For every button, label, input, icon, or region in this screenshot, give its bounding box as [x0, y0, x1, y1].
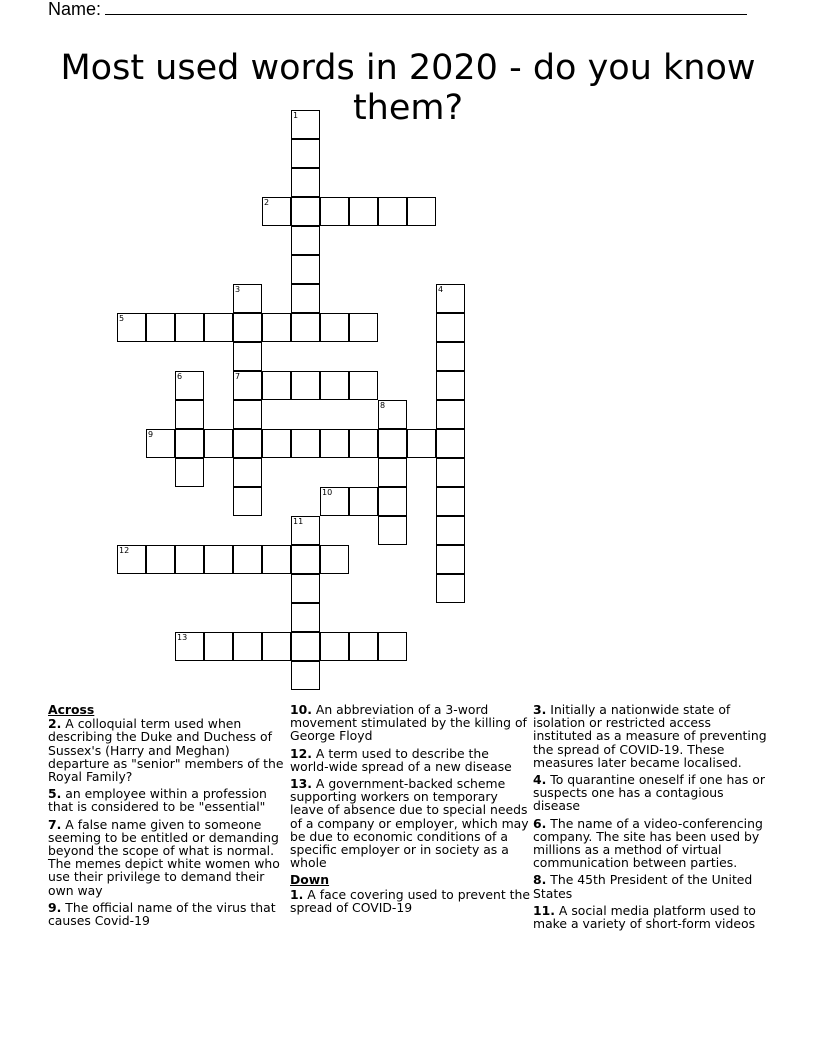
clue-number: 3 — [235, 285, 241, 294]
grid-cell[interactable] — [407, 197, 436, 226]
grid-cell[interactable] — [233, 342, 262, 371]
clues-column-2 — [290, 703, 530, 918]
grid-cell[interactable] — [233, 487, 262, 516]
clue-number: 11. — [533, 902, 555, 918]
clue-text: A face covering used to prevent the spread of COVID-19 — [290, 886, 530, 915]
name-field[interactable] — [48, 0, 747, 20]
across-clue — [290, 703, 530, 743]
down-clue — [533, 873, 773, 899]
grid-cell[interactable] — [204, 632, 233, 661]
clue-number: 2. — [48, 716, 62, 732]
grid-cell[interactable] — [291, 313, 320, 342]
grid-cell[interactable] — [175, 632, 204, 661]
grid-cell[interactable] — [262, 371, 291, 400]
grid-cell[interactable] — [320, 313, 349, 342]
grid-cell[interactable] — [262, 545, 291, 574]
grid-cell[interactable] — [175, 400, 204, 429]
grid-cell[interactable] — [320, 371, 349, 400]
across-clue — [48, 787, 288, 813]
grid-cell[interactable] — [378, 516, 407, 545]
grid-cell[interactable] — [378, 487, 407, 516]
clue-number: 7 — [235, 372, 241, 381]
clue-text: A false name given to someone seeming to be entitled or demanding beyond the scope of what is normal. The memes depict white women who use their privilege to demand their own way — [48, 816, 280, 898]
clue-number: 11 — [293, 517, 304, 526]
grid-cell[interactable] — [291, 168, 320, 197]
clue-text: The 45th President of the United States — [533, 872, 753, 901]
grid-cell[interactable] — [233, 371, 262, 400]
grid-cell[interactable] — [291, 429, 320, 458]
clue-number: 9 — [148, 430, 154, 439]
clue-number: 10. — [290, 702, 312, 717]
grid-cell[interactable] — [320, 545, 349, 574]
grid-cell[interactable] — [233, 458, 262, 487]
across-clue — [290, 747, 530, 773]
clue-text: The official name of the virus that causes Covid-19 — [48, 899, 276, 929]
clues-column-3 — [533, 703, 773, 934]
clue-number: 2 — [264, 198, 270, 207]
grid-cell[interactable] — [262, 313, 291, 342]
grid-cell[interactable] — [291, 110, 320, 139]
clue-text: A government-backed scheme supporting workers on temporary leave of absence due to special needs of a company or employer, which may be due to economic conditions of a specific employer or in society as a whole — [290, 776, 529, 871]
grid-cell[interactable] — [436, 516, 465, 545]
grid-cell[interactable] — [233, 429, 262, 458]
grid-cell[interactable] — [436, 458, 465, 487]
grid-cell[interactable] — [262, 197, 291, 226]
grid-cell[interactable] — [175, 371, 204, 400]
grid-cell[interactable] — [291, 574, 320, 603]
clue-number: 4 — [438, 285, 444, 294]
grid-cell[interactable] — [233, 632, 262, 661]
clue-number: 1. — [290, 886, 304, 902]
clue-text: Initially a nationwide state of isolation or restricted access instituted as a measure of preventing the spread of COVID-19. These measures later became localised. — [533, 702, 767, 770]
clue-number: 6. — [533, 815, 547, 831]
clue-text: A colloquial term used when describing the Duke and Duchess of Sussex's (Harry and Meghan) departure as "senior" members of the Royal Family? — [48, 716, 284, 785]
grid-cell[interactable] — [378, 197, 407, 226]
clue-text: The name of a video-conferencing company. The site has been used by millions as a method of virtual communication between parties. — [533, 815, 763, 871]
grid-cell[interactable] — [175, 429, 204, 458]
grid-cell[interactable] — [291, 545, 320, 574]
clue-number: 10 — [322, 488, 333, 497]
clue-number: 4. — [533, 772, 547, 788]
clue-number: 5 — [119, 314, 125, 323]
grid-cell[interactable] — [291, 603, 320, 632]
grid-cell[interactable] — [175, 313, 204, 342]
grid-cell[interactable] — [378, 458, 407, 487]
clue-text: A term used to describe the world-wide spread of a new disease — [290, 745, 512, 774]
clue-number: 1 — [293, 111, 299, 120]
grid-cell[interactable] — [349, 371, 378, 400]
grid-cell[interactable] — [291, 139, 320, 168]
clues-column-1 — [48, 703, 288, 931]
grid-cell[interactable] — [117, 545, 146, 574]
grid-cell[interactable] — [291, 226, 320, 255]
down-clue — [533, 703, 773, 769]
clue-number: 6 — [177, 372, 183, 381]
grid-cell[interactable] — [378, 400, 407, 429]
down-clue — [533, 904, 773, 930]
grid-cell[interactable] — [436, 429, 465, 458]
grid-cell[interactable] — [262, 429, 291, 458]
grid-cell[interactable] — [291, 255, 320, 284]
grid-cell[interactable] — [291, 197, 320, 226]
grid-cell[interactable] — [175, 458, 204, 487]
name-blank-line[interactable] — [105, 0, 747, 15]
clue-text: An abbreviation of a 3-word movement stimulated by the killing of George Floyd — [290, 702, 527, 744]
down-heading: Down — [290, 872, 330, 888]
name-label: Name: — [48, 0, 102, 19]
grid-cell[interactable] — [291, 516, 320, 545]
grid-cell[interactable] — [349, 197, 378, 226]
clue-number: 9. — [48, 899, 62, 915]
grid-cell[interactable] — [407, 429, 436, 458]
grid-cell[interactable] — [436, 574, 465, 603]
clue-number: 12 — [119, 546, 130, 555]
across-heading: Across — [48, 702, 95, 717]
across-clue — [48, 901, 288, 927]
grid-cell[interactable] — [320, 197, 349, 226]
clue-number: 8 — [380, 401, 386, 410]
page-title: Most used words in 2020 - do you know them? — [60, 48, 756, 128]
grid-cell[interactable] — [233, 545, 262, 574]
across-clue — [48, 818, 288, 897]
grid-cell[interactable] — [436, 371, 465, 400]
grid-cell[interactable] — [291, 632, 320, 661]
clue-text: A social media platform used to make a variety of short-form videos — [533, 902, 756, 932]
grid-cell[interactable] — [146, 429, 175, 458]
grid-cell[interactable] — [436, 342, 465, 371]
grid-cell[interactable] — [349, 487, 378, 516]
grid-cell[interactable] — [436, 313, 465, 342]
grid-cell[interactable] — [436, 487, 465, 516]
grid-cell[interactable] — [204, 545, 233, 574]
down-clue — [533, 773, 773, 813]
grid-cell[interactable] — [378, 429, 407, 458]
grid-cell[interactable] — [436, 284, 465, 313]
grid-cell[interactable] — [320, 487, 349, 516]
grid-cell[interactable] — [233, 400, 262, 429]
grid-cell[interactable] — [349, 429, 378, 458]
grid-cell[interactable] — [233, 284, 262, 313]
grid-cell[interactable] — [146, 545, 175, 574]
grid-cell[interactable] — [436, 400, 465, 429]
clue-number: 12. — [290, 745, 312, 761]
grid-cell[interactable] — [349, 632, 378, 661]
grid-cell[interactable] — [175, 545, 204, 574]
clue-number: 7. — [48, 816, 62, 832]
clue-number: 5. — [48, 786, 62, 802]
clue-number: 13. — [290, 776, 312, 792]
clue-text: an employee within a profession that is considered to be "essential" — [48, 786, 267, 815]
across-clue — [290, 777, 530, 869]
grid-cell[interactable] — [204, 429, 233, 458]
down-clue — [290, 888, 530, 914]
grid-cell[interactable] — [320, 429, 349, 458]
grid-cell[interactable] — [320, 632, 349, 661]
grid-cell[interactable] — [291, 371, 320, 400]
clue-number: 8. — [533, 872, 547, 888]
across-clue — [48, 717, 288, 783]
grid-cell[interactable] — [146, 313, 175, 342]
clue-number: 13 — [177, 633, 188, 642]
grid-cell[interactable] — [233, 313, 262, 342]
grid-cell[interactable] — [378, 632, 407, 661]
grid-cell[interactable] — [291, 661, 320, 690]
grid-cell[interactable] — [204, 313, 233, 342]
grid-cell[interactable] — [262, 632, 291, 661]
clue-number: 3. — [533, 702, 547, 717]
grid-cell[interactable] — [117, 313, 146, 342]
grid-cell[interactable] — [349, 313, 378, 342]
down-clue — [533, 817, 773, 870]
grid-cell[interactable] — [436, 545, 465, 574]
clue-text: To quarantine oneself if one has or suspects one has a contagious disease — [533, 772, 765, 814]
grid-cell[interactable] — [291, 284, 320, 313]
